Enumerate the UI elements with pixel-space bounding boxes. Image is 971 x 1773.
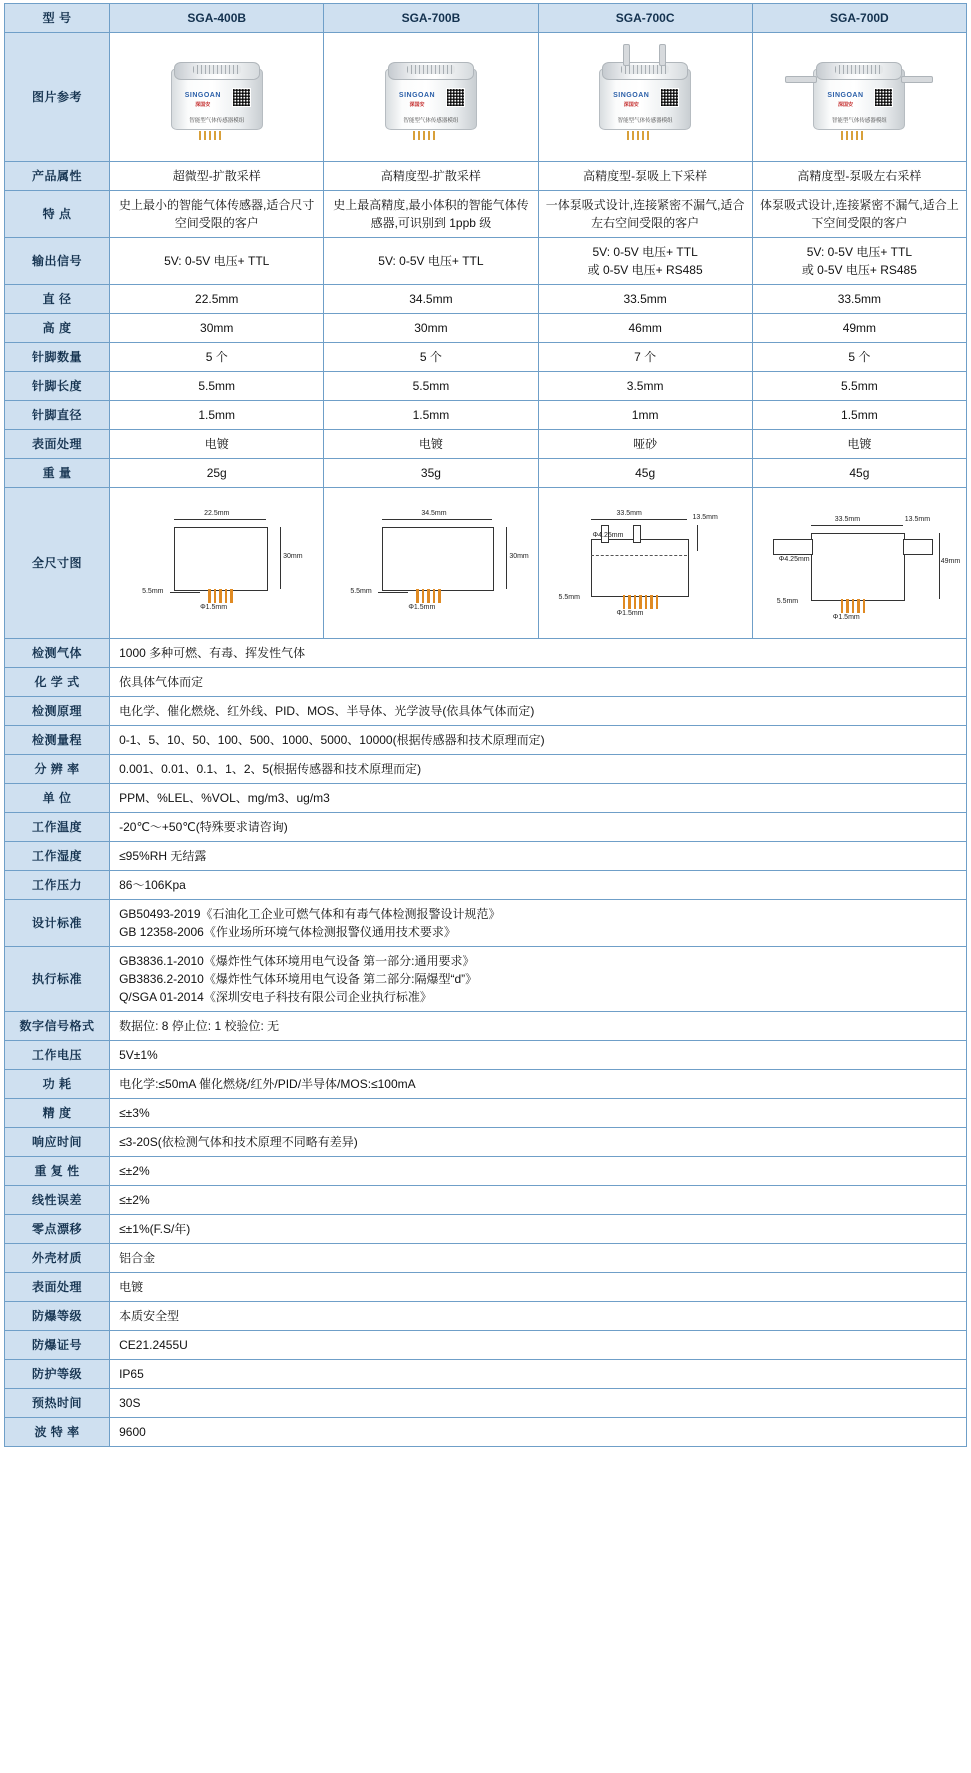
sensor-tube-left [623,44,630,66]
row-label: 高 度 [5,314,110,343]
table-row [5,285,967,314]
table-row [5,488,967,639]
qr-code-icon [232,88,251,107]
row-value: 5.5mm [110,372,324,401]
row-label: 防护等级 [5,1360,110,1389]
table-row [5,1157,967,1186]
sensor-illustration-wrap [545,41,746,153]
row-label: 分 辨 率 [5,755,110,784]
row-value-full: PPM、%LEL、%VOL、mg/m3、ug/m3 [110,784,967,813]
row-value: 一体泵吸式设计,连接紧密不漏气,适合左右空间受限的客户 [538,191,752,238]
drawing-tube-left [773,539,813,555]
row-value: 电镀 [110,430,324,459]
specification-table [4,3,967,1447]
drawing-sga-700b [330,497,531,629]
drawing-pins [623,595,659,609]
pin-len-line [170,592,200,593]
pin-len-line [378,592,408,593]
row-label: 重 复 性 [5,1157,110,1186]
row-value-full: IP65 [110,1360,967,1389]
sensor-tube-right [659,44,666,66]
sensor-illustration-wrap [330,41,531,153]
row-value-full: ≤3-20S(依检测气体和技术原理不同略有差异) [110,1128,967,1157]
qr-code-icon [874,88,893,107]
row-value: 超微型-扩散采样 [110,162,324,191]
row-value: 1.5mm [324,401,538,430]
table-row [5,668,967,697]
drawing-pins [841,599,866,613]
row-value: 5V: 0-5V 电压+ TTL [110,238,324,285]
row-value: 5.5mm [752,372,966,401]
sensor-caption: 智能型气体传感器模组 [617,117,673,124]
table-row [5,401,967,430]
row-label: 工作压力 [5,871,110,900]
table-row [5,1273,967,1302]
row-label: 检测气体 [5,639,110,668]
row-label: 外壳材质 [5,1244,110,1273]
drawing-body [811,533,905,601]
row-value: 高精度型-泵吸左右采样 [752,162,966,191]
row-label: 直 径 [5,285,110,314]
row-value-full: 5V±1% [110,1041,967,1070]
table-row [5,430,967,459]
table-row [5,755,967,784]
row-value-full: 电化学、催化燃烧、红外线、PID、MOS、半导体、光学波导(依具体气体而定) [110,697,967,726]
row-label: 波 特 率 [5,1418,110,1447]
tube-height-line [697,525,698,551]
row-value: 5 个 [110,343,324,372]
row-label: 响应时间 [5,1128,110,1157]
sensor-mesh-icon [835,65,883,74]
table-row [5,1389,967,1418]
table-row [5,1128,967,1157]
row-value: 45g [752,459,966,488]
table-row [5,900,967,947]
height-dim-line [280,527,281,589]
row-value-full: 电化学:≤50mA 催化燃烧/红外/PID/半导体/MOS:≤100mA [110,1070,967,1099]
model-header-1: SGA-400B [110,4,324,33]
table-row [5,1331,967,1360]
drawing-tube-right [903,539,933,555]
row-label: 精 度 [5,1099,110,1128]
row-value: 史上最高精度,最小体积的智能气体传感器,可识别到 1ppb 级 [324,191,538,238]
table-row [5,947,967,1012]
width-label: 34.5mm [421,510,447,517]
drawing-body [382,527,494,591]
row-value: 史上最小的智能气体传感器,适合尺寸空间受限的客户 [110,191,324,238]
sensor-side-tube-right [901,76,933,83]
row-value: 22.5mm [110,285,324,314]
drawing-sga-700d [759,497,960,629]
pin-diameter-label: Φ1.5mm [408,604,436,611]
row-value-full: ≤95%RH 无结露 [110,842,967,871]
sensor-brand-logo: SINGOAN 深国安 [398,92,436,108]
sensor-illustration-wrap [116,41,317,153]
pin-diameter-label: Φ1.5mm [832,614,860,621]
side-label: 13.5mm [904,516,931,523]
sensor-pins [841,131,863,140]
drawing-body [591,539,689,597]
row-label: 单 位 [5,784,110,813]
table-row [5,1302,967,1331]
drawing-tube-right [633,525,641,543]
row-value-full: 0-1、5、10、50、100、500、1000、5000、10000(根据传感器和技术原理而定) [110,726,967,755]
row-label: 重 量 [5,459,110,488]
row-value: 5V: 0-5V 电压+ TTL [324,238,538,285]
row-label: 全尺寸图 [5,488,110,639]
row-label-model: 型 号 [5,4,110,33]
row-value: 5 个 [752,343,966,372]
row-label: 线性误差 [5,1186,110,1215]
table-row [5,1215,967,1244]
table-row [5,726,967,755]
drawing-pins [208,589,233,603]
height-dim-line [506,527,507,589]
row-label: 工作温度 [5,813,110,842]
pin-length-label: 5.5mm [776,598,799,605]
sensor-sga-700b [385,58,477,136]
height-dim-line [939,533,940,599]
table-row [5,1360,967,1389]
row-value-full: GB50493-2019《石油化工企业可燃气体和有毒气体检测报警设计规范》 GB 12358-2006《作业场所环境气体检测报警仪通用技术要求》 [110,900,967,947]
model-header-4: SGA-700D [752,4,966,33]
pin-diameter-label: Φ1.5mm [200,604,228,611]
row-value: 电镀 [324,430,538,459]
sensor-caption: 智能型气体传感器模组 [189,117,245,124]
row-value-full: CE21.2455U [110,1331,967,1360]
table-row [5,784,967,813]
sensor-sga-700c [599,58,691,136]
table-row [5,314,967,343]
pin-length-label: 5.5mm [142,588,164,595]
row-value-full: ≤±2% [110,1157,967,1186]
row-label: 预热时间 [5,1389,110,1418]
sensor-pins [413,131,435,140]
sensor-mesh-icon [407,65,455,74]
row-value-full: 电镀 [110,1273,967,1302]
table-row [5,639,967,668]
row-label: 工作湿度 [5,842,110,871]
table-row [5,343,967,372]
pin-diameter-label: Φ1.5mm [616,610,644,617]
row-value: 1.5mm [110,401,324,430]
row-value: 30mm [324,314,538,343]
row-value-full: 30S [110,1389,967,1418]
top-height-label: 13.5mm [692,514,718,521]
row-label: 数字信号格式 [5,1012,110,1041]
row-value-full: 数据位: 8 停止位: 1 校验位: 无 [110,1012,967,1041]
row-value: 1mm [538,401,752,430]
row-value-full: 9600 [110,1418,967,1447]
table-row [5,238,967,285]
row-value-full: GB3836.1-2010《爆炸性气体环境用电气设备 第一部分:通用要求》 GB3836.2-2010《爆炸性气体环境用电气设备 第二部分:隔爆型“d”》 Q/SGA 01-2014《深圳安电子科技有限公司企业执行标准》 [110,947,967,1012]
row-value: 46mm [538,314,752,343]
row-label: 特 点 [5,191,110,238]
row-value: 30mm [110,314,324,343]
table-row [5,1418,967,1447]
row-value-full: 0.001、0.01、0.1、1、2、5(根据传感器和技术原理而定) [110,755,967,784]
row-label: 针脚直径 [5,401,110,430]
row-value-full: 本质安全型 [110,1302,967,1331]
row-label: 图片参考 [5,33,110,162]
row-label: 功 耗 [5,1070,110,1099]
sensor-brand-logo: SINGOAN 深国安 [184,92,221,108]
drawing-pins [416,589,441,603]
sensor-brand-logo: SINGOAN 深国安 [827,92,864,108]
table-row [5,1099,967,1128]
row-value: 体泵吸式设计,连接紧密不漏气,适合上下空间受限的客户 [752,191,966,238]
row-value-full: 依具体气体而定 [110,668,967,697]
row-label: 检测量程 [5,726,110,755]
row-value: 45g [538,459,752,488]
table-row [5,813,967,842]
row-value: 5V: 0-5V 电压+ TTL 或 0-5V 电压+ RS485 [752,238,966,285]
height-label: 49mm [940,558,961,565]
table-row [5,1012,967,1041]
table-header-row [5,4,967,33]
width-label: 33.5mm [616,510,642,517]
row-label: 针脚数量 [5,343,110,372]
table-row [5,33,967,162]
pin-length-label: 5.5mm [558,594,580,601]
row-label: 化 学 式 [5,668,110,697]
height-label: 30mm [283,553,303,560]
table-row [5,871,967,900]
row-label: 设计标准 [5,900,110,947]
row-label: 工作电压 [5,1041,110,1070]
row-label: 输出信号 [5,238,110,285]
height-label: 30mm [509,553,529,560]
sensor-side-tube-left [785,76,817,83]
center-dashed-line [591,555,687,556]
table-row [5,459,967,488]
row-label: 产品属性 [5,162,110,191]
row-value: 高精度型-泵吸上下采样 [538,162,752,191]
table-row [5,372,967,401]
row-value: 35g [324,459,538,488]
row-value-full: 86～106Kpa [110,871,967,900]
sensor-pins [199,131,221,140]
sensor-sga-700d [813,58,905,136]
row-value-full: 铝合金 [110,1244,967,1273]
qr-code-icon [660,88,679,107]
sensor-brand-logo: SINGOAN 深国安 [613,92,650,108]
row-value-full: ≤±1%(F.S/年) [110,1215,967,1244]
row-value: 哑砂 [538,430,752,459]
drawing-sga-700c [545,497,746,629]
row-value-full: 1000 多种可燃、有毒、挥发性气体 [110,639,967,668]
row-label: 执行标准 [5,947,110,1012]
row-value: 33.5mm [752,285,966,314]
model-header-3: SGA-700C [538,4,752,33]
sensor-caption: 智能型气体传感器模组 [403,117,459,124]
row-value-full: ≤±3% [110,1099,967,1128]
sensor-mesh-icon [621,65,669,74]
row-label: 防爆证号 [5,1331,110,1360]
sensor-mesh-icon [193,65,241,74]
row-value-full: -20℃～+50℃(特殊要求请咨询) [110,813,967,842]
width-label: 22.5mm [204,510,230,517]
table-row [5,842,967,871]
row-value: 34.5mm [324,285,538,314]
row-value: 5 个 [324,343,538,372]
tube-diameter-label: Φ4.25mm [778,556,810,563]
table-row [5,1186,967,1215]
row-value: 33.5mm [538,285,752,314]
row-value: 1.5mm [752,401,966,430]
row-value: 5.5mm [324,372,538,401]
row-label: 针脚长度 [5,372,110,401]
row-label: 零点漂移 [5,1215,110,1244]
table-row [5,697,967,726]
drawing-body [174,527,268,591]
tube-diameter-label: Φ4.25mm [592,532,624,539]
row-value: 3.5mm [538,372,752,401]
sensor-pins [627,131,649,140]
row-value: 49mm [752,314,966,343]
width-label: 33.5mm [834,516,861,523]
row-value-full: ≤±2% [110,1186,967,1215]
table-row [5,1070,967,1099]
table-row [5,1041,967,1070]
table-row [5,162,967,191]
sensor-illustration-wrap [759,41,960,153]
row-value: 7 个 [538,343,752,372]
drawing-sga-400b [116,497,317,629]
row-value: 5V: 0-5V 电压+ TTL 或 0-5V 电压+ RS485 [538,238,752,285]
row-value: 25g [110,459,324,488]
row-label: 表面处理 [5,430,110,459]
table-row [5,1244,967,1273]
row-label: 检测原理 [5,697,110,726]
sensor-caption: 智能型气体传感器模组 [831,117,887,124]
row-value: 电镀 [752,430,966,459]
row-value: 高精度型-扩散采样 [324,162,538,191]
model-header-2: SGA-700B [324,4,538,33]
table-row [5,191,967,238]
sensor-sga-400b [171,58,263,136]
pin-length-label: 5.5mm [350,588,372,595]
row-label: 防爆等级 [5,1302,110,1331]
row-label: 表面处理 [5,1273,110,1302]
qr-code-icon [446,88,465,107]
